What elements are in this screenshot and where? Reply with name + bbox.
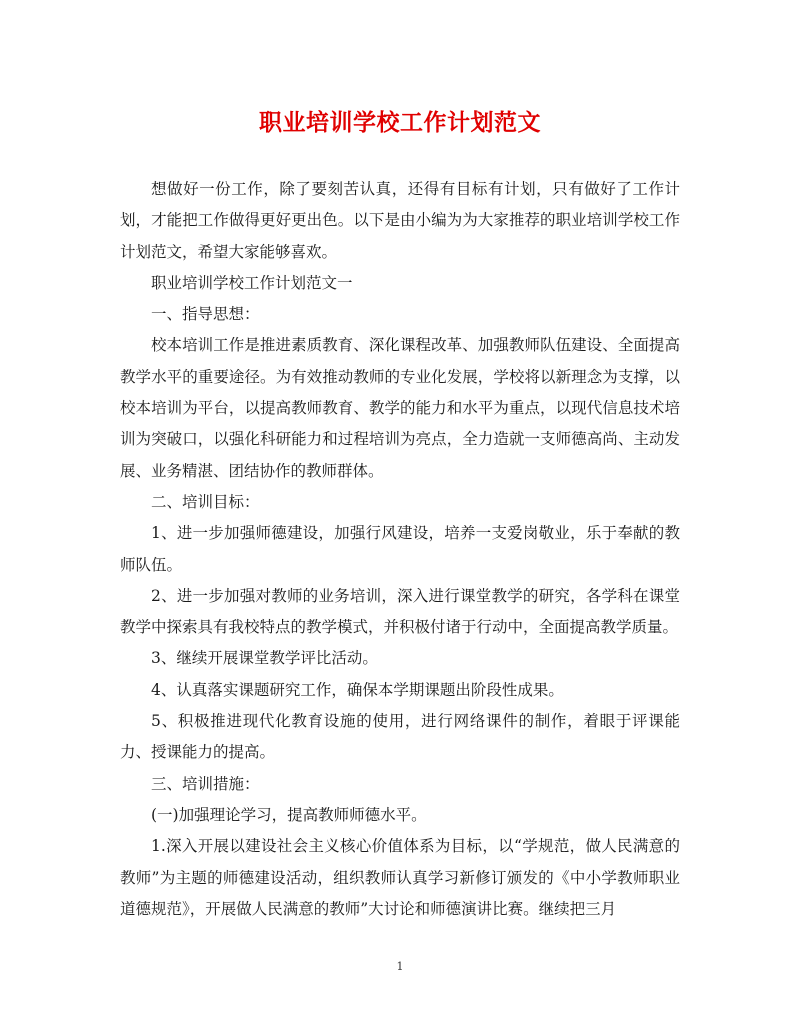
page-number: 1 xyxy=(396,960,404,973)
measure-item-1: 1.深入开展以建设社会主义核心价值体系为目标，以“学规范，做人民满意的教师”为主题的师德建设活动，组织教师认真学习新修订颁发的《中小学教师职业道德规范》，开展做人民满意的教师”大讨论和师德演讲比赛。继续把三月 xyxy=(120,837,680,918)
measure-subheading-1: (一)加强理论学习，提高教师师德水平。 xyxy=(151,805,427,824)
paragraph-intro: 想做好一份工作，除了要刻苦认真，还得有目标有计划，只有做好了工作计划，才能把工作做得更好更出色。以下是由小编为为大家推荐的职业培训学校工作计划范文，希望大家能够喜欢。 xyxy=(120,180,680,261)
section-heading-guiding-idea: 一、指导思想： xyxy=(151,305,260,324)
paragraph-subtitle: 职业培训学校工作计划范文一 xyxy=(151,273,353,292)
paragraph-guiding-idea: 校本培训工作是推进素质教育、深化课程改革、加强教师队伍建设、全面提高教学水平的重要途径。为有效推动教师的专业化发展，学校将以新理念为支撑，以校本培训为平台，以提高教师教育、教学的能力和水平为重点，以现代信息技术培训为突破口，以强化科研能力和过程培训为亮点，全力造就一支师德高尚、主动发展、业务精湛、团结协作的教师群体。 xyxy=(120,336,680,480)
document-body xyxy=(120,174,680,925)
goal-item-3: 3、继续开展课堂教学评比活动。 xyxy=(151,649,378,668)
section-heading-training-goals: 二、培训目标： xyxy=(151,492,260,511)
goal-item-2: 2、进一步加强对教师的业务培训，深入进行课堂教学的研究，各学科在课堂教学中探索具有我校特点的教学模式，并积极付诸于行动中，全面提高教学质量。 xyxy=(120,586,680,637)
section-heading-training-measures: 三、培训措施： xyxy=(151,774,260,793)
goal-item-4: 4、认真落实课题研究工作，确保本学期课题出阶段性成果。 xyxy=(151,680,564,699)
goal-item-5: 5、积极推进现代化教育设施的使用，进行网络课件的制作，着眼于评课能力、授课能力的提高。 xyxy=(120,712,680,762)
document-title: 职业培训学校工作计划范文 xyxy=(259,109,541,136)
goal-item-1: 1、进一步加强师德建设，加强行风建设，培养一支爱岗敬业，乐于奉献的教师队伍。 xyxy=(120,524,680,574)
